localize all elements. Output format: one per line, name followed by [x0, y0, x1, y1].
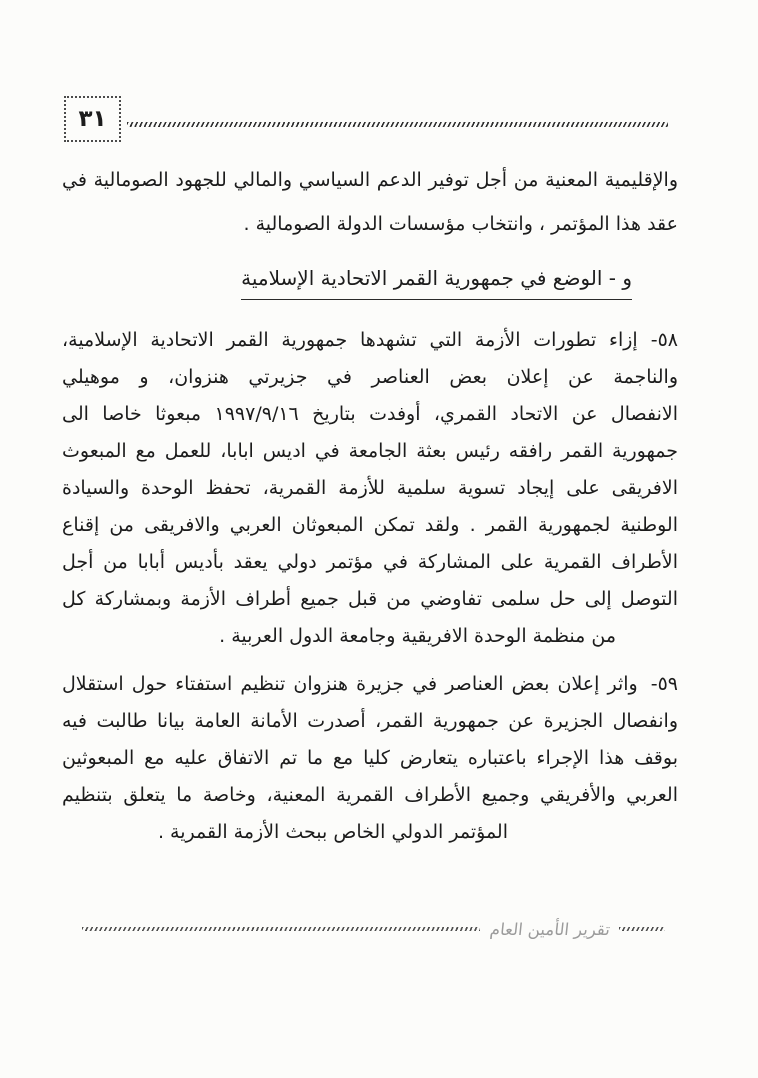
paragraph-number: ٥٨- [650, 329, 678, 351]
footer-report-label: تقرير الأمين العام [489, 919, 612, 939]
page-number-box [64, 96, 121, 142]
paragraph-line: والناجمة عن إعلان بعض العناصر في جزيرتي هنزوان، و موهيلي [62, 366, 678, 388]
paragraph-line: الانفصال عن الاتحاد القمري، أوفدت بتاريخ ١٩٩٧/٩/١٦ مبعوثا خاصا الى [62, 403, 678, 425]
top-divider-squiggle-line [127, 122, 668, 127]
footer-squiggle-line-long [82, 927, 480, 931]
paragraph-line: التوصل إلى حل سلمى تفاوضي من قبل جميع أطراف الأزمة وبمشاركة كل [62, 588, 678, 610]
paragraph-line: بوقف هذا الإجراء باعتباره يتعارض كليا مع ما تم الاتفاق عليه مع المبعوثين [62, 747, 678, 769]
page-footer [82, 920, 674, 938]
paragraph-line [62, 666, 678, 703]
paragraph-58 [62, 322, 678, 655]
footer-squiggle-line-short [619, 927, 665, 931]
intro-paragraph [62, 158, 678, 246]
paragraph-line: العربي والأفريقي وجميع الأطراف القمرية المعنية، وخاصة ما يتعلق بتنظيم [62, 784, 678, 806]
paragraph-59 [62, 666, 678, 851]
paragraph-line: جمهورية القمر رافقه رئيس بعثة الجامعة في اديس ابابا، للعمل مع المبعوث [62, 440, 678, 462]
paragraph-line: الأطراف القمرية على المشاركة في مؤتمر دولي يعقد بأديس أبابا من أجل [62, 551, 678, 573]
paragraph-line-text: إزاء تطورات الأزمة التي تشهدها جمهورية القمر الاتحادية الإسلامية، [62, 329, 638, 351]
section-heading-text: و - الوضع في جمهورية القمر الاتحادية الإسلامية [241, 265, 632, 300]
paragraph-line: وانفصال الجزيرة عن جمهورية القمر، أصدرت الأمانة العامة بيانا طالبت فيه [62, 710, 678, 732]
section-heading [62, 265, 678, 300]
paragraph-number: ٥٩- [650, 673, 678, 695]
paragraph-line: المؤتمر الدولي الخاص ببحث الأزمة القمرية . [157, 821, 508, 843]
paragraph-line-text: واثر إعلان بعض العناصر في جزيرة هنزوان تنظيم استفتاء حول استقلال [62, 673, 638, 695]
paragraph-line [62, 322, 678, 359]
paragraph-line: الافريقى على إيجاد تسوية سلمية للأزمة القمرية، تحفظ الوحدة والسيادة [62, 477, 678, 499]
paragraph-line: من منظمة الوحدة الافريقية وجامعة الدول العربية . [219, 625, 616, 647]
intro-line: والإقليمية المعنية من أجل توفير الدعم السياسي والمالي للجهود الصومالية في [62, 169, 678, 191]
paragraph-line: الوطنية لجمهورية القمر . ولقد تمكن المبعوثان العربي والافريقى من إقناع [62, 514, 678, 536]
intro-line: عقد هذا المؤتمر ، وانتخاب مؤسسات الدولة الصومالية . [243, 213, 678, 235]
page-number: ٣١ [78, 106, 107, 132]
